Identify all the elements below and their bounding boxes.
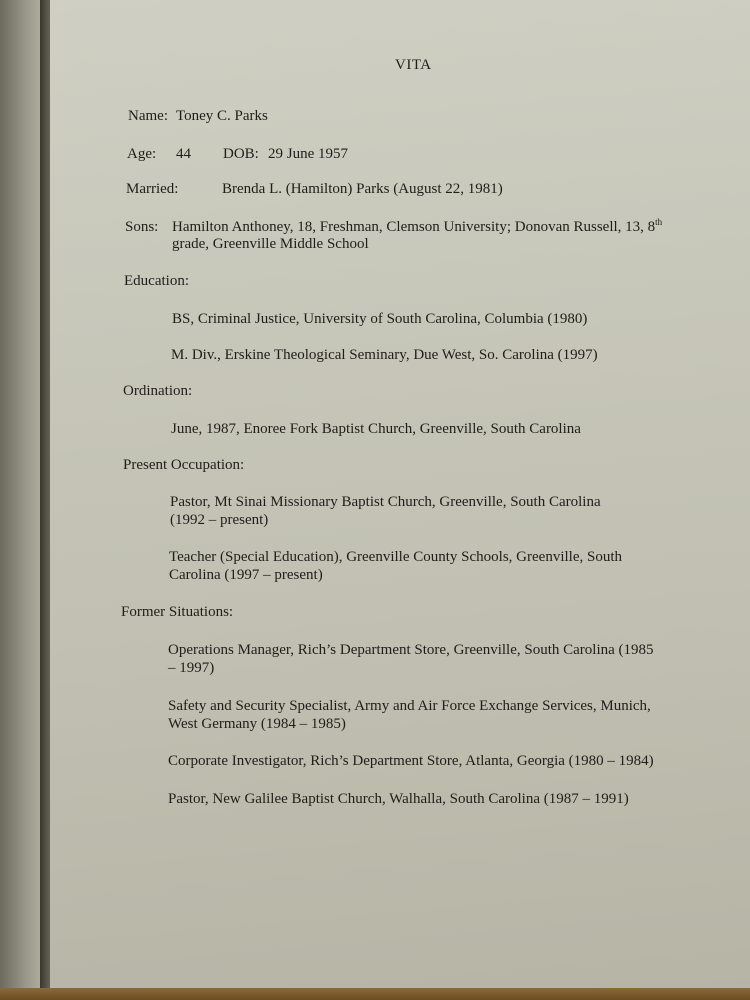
- age-value: 44: [176, 146, 191, 162]
- former-heading: Former Situations:: [121, 604, 234, 620]
- sons-label: Sons:: [125, 219, 159, 235]
- name-label: Name:: [128, 108, 168, 124]
- ordination-item-1: June, 1987, Enoree Fork Baptist Church, Greenville, South Carolina: [171, 421, 581, 437]
- education-item-2: M. Div., Erskine Theological Seminary, Due West, So. Carolina (1997): [171, 347, 598, 363]
- former-item-1-line-1: Operations Manager, Rich’s Department Store, Greenville, South Carolina (1985: [168, 642, 654, 658]
- table-surface: [0, 988, 750, 1000]
- education-heading: Education:: [124, 273, 189, 289]
- former-item-3: Corporate Investigator, Rich’s Department Store, Atlanta, Georgia (1980 – 1984): [168, 753, 654, 769]
- name-value: Toney C. Parks: [176, 108, 268, 124]
- dob-label: DOB:: [223, 146, 259, 162]
- page-title: VITA: [395, 57, 432, 73]
- former-item-1-line-2: – 1997): [168, 660, 215, 676]
- age-label: Age:: [127, 146, 157, 162]
- document-page: [50, 0, 750, 1000]
- occupation-item-1-line-1: Pastor, Mt Sinai Missionary Baptist Church, Greenville, South Carolina: [170, 494, 601, 510]
- former-item-2-line-2: West Germany (1984 – 1985): [168, 716, 346, 732]
- education-item-1: BS, Criminal Justice, University of South Carolina, Columbia (1980): [172, 311, 588, 327]
- occupation-item-1-line-2: (1992 – present): [170, 512, 269, 528]
- ordination-heading: Ordination:: [123, 383, 193, 399]
- sons-line-2: grade, Greenville Middle School: [172, 236, 369, 252]
- occupation-item-2-line-1: Teacher (Special Education), Greenville County Schools, Greenville, South: [169, 549, 622, 565]
- dob-value: 29 June 1957: [268, 146, 348, 162]
- occupation-heading: Present Occupation:: [123, 457, 245, 473]
- sons-line-1-text: Hamilton Anthoney, 18, Freshman, Clemson University; Donovan Russell, 13, 8: [172, 219, 656, 235]
- married-value: Brenda L. (Hamilton) Parks (August 22, 1981): [222, 181, 503, 197]
- former-item-2-line-1: Safety and Security Specialist, Army and Air Force Exchange Services, Munich,: [168, 698, 651, 714]
- occupation-item-2-line-2: Carolina (1997 – present): [169, 567, 323, 583]
- sons-line-1: [172, 219, 662, 236]
- former-item-4: Pastor, New Galilee Baptist Church, Walhalla, South Carolina (1987 – 1991): [168, 791, 629, 807]
- married-label: Married:: [126, 181, 179, 197]
- sons-ordinal-suffix: th: [655, 217, 663, 227]
